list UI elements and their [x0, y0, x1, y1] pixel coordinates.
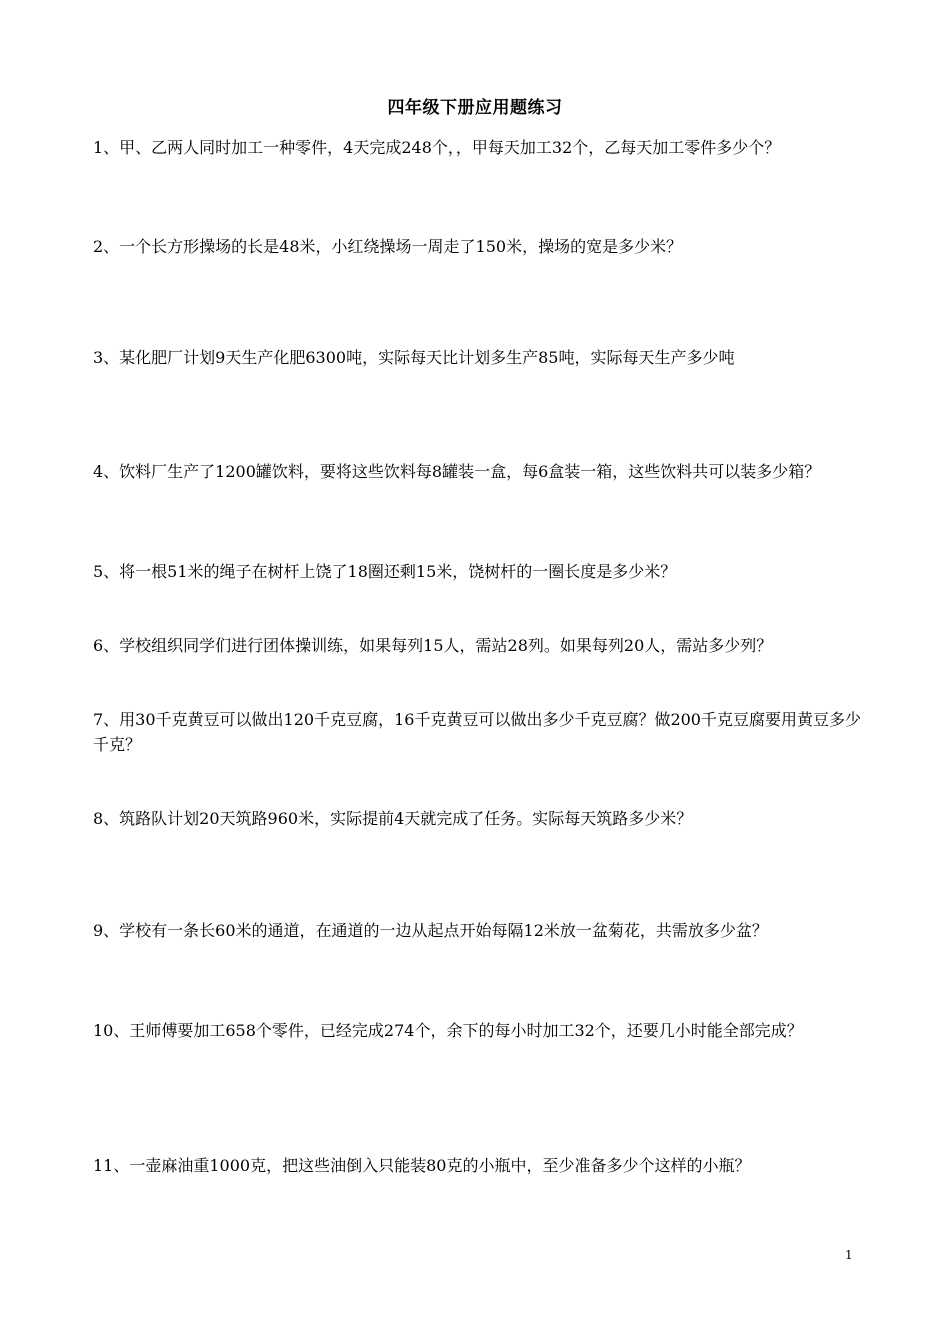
question-2: 2、一个长方形操场的长是48米，小红绕操场一周走了150米，操场的宽是多少米？ [93, 237, 683, 256]
question-7: 7、用30千克黄豆可以做出120千克豆腐，16千克黄豆可以做出多少千克豆腐？做200千克豆腐要用黄豆多少千克？ [93, 710, 861, 754]
question-9: 9、学校有一条长60米的通道，在通道的一边从起点开始每隔12米放一盆菊花，共需放多少盆？ [93, 921, 768, 940]
question-8: 8、筑路队计划20天筑路960米，实际提前4天就完成了任务。实际每天筑路多少米？ [93, 809, 693, 828]
question-3: 3、某化肥厂计划9天生产化肥6300吨，实际每天比计划多生产85吨，实际每天生产多少吨 [93, 348, 735, 367]
question-4: 4、饮料厂生产了1200罐饮料，要将这些饮料每8罐装一盒，每6盒装一箱，这些饮料共可以装多少箱？ [93, 462, 821, 481]
question-1: 1、甲、乙两人同时加工一种零件，4天完成248个，，甲每天加工32个，乙每天加工零件多少个？ [93, 138, 781, 157]
question-6: 6、学校组织同学们进行团体操训练，如果每列15人，需站28列。如果每列20人，需站多少列？ [93, 636, 773, 655]
question-5: 5、将一根51米的绳子在树杆上饶了18圈还剩15米，饶树杆的一圈长度是多少米？ [93, 562, 677, 581]
page-title: 四年级下册应用题练习 [387, 98, 563, 118]
page-number: 1 [845, 1248, 853, 1262]
question-10: 10、王师傅要加工658个零件，已经完成274个，余下的每小时加工32个，还要几小时能全部完成？ [93, 1021, 803, 1040]
question-11: 11、一壶麻油重1000克，把这些油倒入只能装80克的小瓶中，至少准备多少个这样的小瓶？ [93, 1156, 751, 1175]
